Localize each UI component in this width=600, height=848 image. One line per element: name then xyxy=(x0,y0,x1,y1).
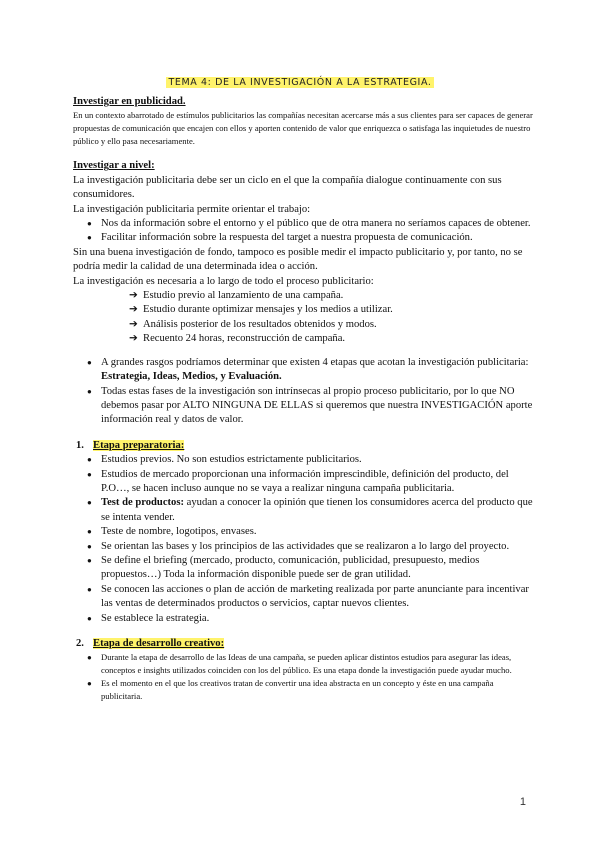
list-item: ● Se establece la estrategia. xyxy=(73,612,533,626)
list-item-text: Estudio durante optimizar mensajes y los medios a utilizar. xyxy=(143,304,393,316)
section-heading-investigar-publicidad: Investigar en publicidad. xyxy=(73,96,186,107)
document-body xyxy=(73,95,533,703)
list-item: ● Se orientan las bases y los principios de las actividades que se realizaron a lo largo del proyecto. xyxy=(73,540,533,554)
paragraph: La investigación publicitaria debe ser un ciclo en el que la compañía dialogue continuamente con sus consumidores. xyxy=(73,174,502,201)
list-item xyxy=(73,332,533,346)
bold-text: Test de productos: xyxy=(101,497,184,509)
section-heading-investigar-nivel: Investigar a nivel: xyxy=(73,160,155,172)
page-title: TEMA 4: DE LA INVESTIGACIÓN A LA ESTRATEGIA. xyxy=(168,77,432,88)
bullet-list xyxy=(73,453,533,626)
arrow-icon: ➔ xyxy=(129,333,138,345)
list-item-text: Estudio previo al lanzamiento de una campaña. xyxy=(143,290,344,302)
list-item xyxy=(73,318,533,332)
list-item-text: Recuento 24 horas, reconstrucción de campaña. xyxy=(143,333,346,345)
page-number: 1 xyxy=(519,796,526,808)
section-heading-etapa-desarrollo-creativo: 2. Etapa de desarrollo creativo: xyxy=(76,638,225,649)
list-item xyxy=(73,303,533,317)
bullet-list xyxy=(73,651,533,703)
bullet-list xyxy=(73,217,533,246)
arrow-list xyxy=(73,289,533,347)
list-item: ● Teste de nombre, logotipos, envases. xyxy=(73,525,533,539)
arrow-icon: ➔ xyxy=(129,304,138,316)
paragraph: Sin una buena investigación de fondo, tampoco es posible medir el impacto publicitario y, por tanto, no se podría medir la calidad de una determinada idea o acción. xyxy=(73,246,523,273)
section-heading-etapa-preparatoria: 1. Etapa preparatoria: xyxy=(76,439,185,451)
list-item: ● Se conocen las acciones o plan de acción de marketing realizada por parte anunciante para incentivar las ventas de determinados productos o servicios, captar nuevos clientes. xyxy=(73,583,533,612)
list-item: ● Facilitar información sobre la respuesta del target a nuestra propuesta de comunicación. xyxy=(73,231,533,245)
arrow-icon: ➔ xyxy=(129,290,138,302)
list-item: ● Estudios previos. No son estudios estrictamente publicitarios. xyxy=(73,453,533,467)
list-item: ● Se define el briefing (mercado, producto, comunicación, publicidad, presupuesto, medios propuestos…) Toda la información disponible puede ser de gran utilidad. xyxy=(73,554,533,583)
list-item: ● Es el momento en el que los creativos tratan de convertir una idea abstracta en un concepto y éste en una campaña publicitaria. xyxy=(73,677,533,703)
section-paragraph: En un contexto abarrotado de estímulos publicitarios las compañías necesitan acercarse más a sus clientes para ser capaces de generar propuestas de comunicación que encajen con ellos y aporten contenido de valor que enriquezca o satisfaga las inquietudes de nuestro público y ello pasa necesariamente. xyxy=(73,110,533,147)
arrow-icon: ➔ xyxy=(129,318,138,330)
bullet-list xyxy=(73,356,533,428)
bold-text: Estrategia, Ideas, Medios, y Evaluación. xyxy=(101,371,282,383)
list-item: ● Test de productos: ayudan a conocer la opinión que tienen los consumidores acerca del producto que se intenta vender. xyxy=(73,496,533,525)
list-item: ● Todas estas fases de la investigación son intrínsecas al propio proceso publicitario, por lo que NO debemos pasar por ALTO NINGUNA DE ELLAS si queremos que nuestra INVESTIGACIÓN aporte información real y datos de valor. xyxy=(73,385,533,428)
list-item-text: Análisis posterior de los resultados obtenidos y modos. xyxy=(143,318,377,330)
list-item: ● Nos da información sobre el entorno y el público que de otra manera no seríamos capaces de obtener. xyxy=(73,217,533,231)
list-item xyxy=(73,289,533,303)
list-item: ● A grandes rasgos podríamos determinar que existen 4 etapas que acotan la investigación publicitaria: Estrategia, Ideas, Medios, y Evaluación. xyxy=(73,356,533,385)
title-wrapper xyxy=(0,72,600,90)
list-item: ● Estudios de mercado proporcionan una información imprescindible, definición del producto, del P.O…, se hacen incluso aunque no se vaya a realizar ninguna campaña publicitaria. xyxy=(73,468,533,497)
paragraph: La investigación es necesaria a lo largo de todo el proceso publicitario: xyxy=(73,275,374,287)
paragraph: La investigación publicitaria permite orientar el trabajo: xyxy=(73,203,311,215)
list-item: ● Durante la etapa de desarrollo de las Ideas de una campaña, se pueden aplicar distintos estudios para asegurar las ideas, conceptos e insights utilizados coinciden con los del público. Es una etapa donde la investigación puede ayudar mucho. xyxy=(73,651,533,677)
